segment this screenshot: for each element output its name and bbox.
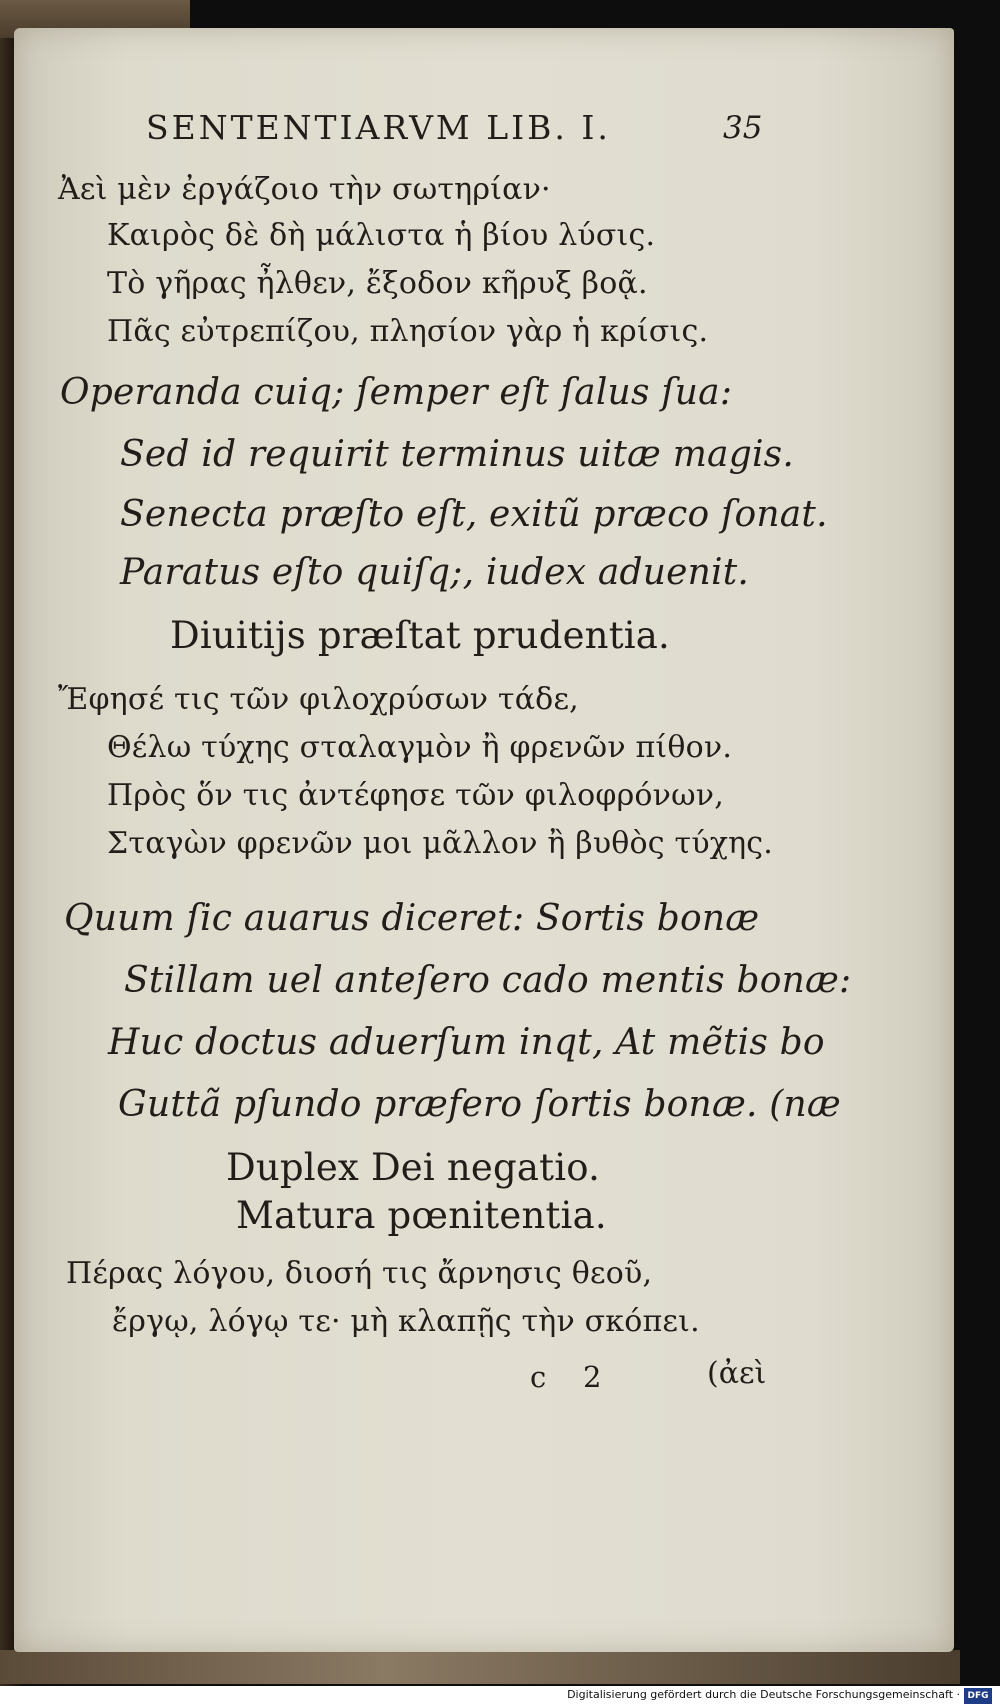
section-heading: Duplex Dei negatio. [226, 1146, 601, 1189]
greek-line: Πρὸς ὅν τις ἀντέφησε τῶν φιλοφρόνων, [107, 778, 724, 813]
latin-line: Huc doctus aduerſum inqt, At mẽtis bo [108, 1022, 825, 1063]
latin-line: Guttã pſundo præfero ſortis bonæ. (næ [118, 1084, 841, 1125]
dfg-logo: DFG [964, 1688, 992, 1704]
section-heading: Diuitijs præſtat prudentia. [170, 614, 671, 657]
greek-line: Ἔφησέ τις τῶν φιλοχρύσων τάδε, [58, 682, 579, 717]
signature-mark: c [530, 1360, 547, 1394]
page-number: 35 [723, 110, 763, 146]
greek-line: ἔργῳ, λόγῳ τε· μὴ κλαπῇς τὴν σκόπει. [112, 1304, 700, 1339]
greek-line: Θέλω τύχης σταλαγμὸν ἢ φρενῶν πίθον. [107, 730, 733, 765]
latin-line: Stillam uel anteſero cado mentis bonæ: [124, 960, 852, 1001]
greek-line: Καιρὸς δὲ δὴ μάλιστα ἡ βίου λύσις. [107, 218, 656, 253]
greek-line: Ἀεὶ μὲν ἐργάζοιο τὴν σωτηρίαν· [58, 172, 551, 207]
latin-line: Operanda cuiq; ſemper eſt ſalus ſua: [60, 372, 733, 413]
greek-line: Σταγὼν φρενῶν μοι μᾶλλον ἢ βυθὸς τύχης. [107, 826, 774, 861]
latin-line: Sed id requirit terminus uitæ magis. [120, 434, 794, 475]
greek-line: Πᾶς εὐτρεπίζου, πλησίον γὰρ ἡ κρίσις. [107, 314, 709, 349]
greek-line: Τὸ γῆρας ἦλθεν, ἔξοδον κῆρυξ βοᾷ. [107, 266, 648, 301]
greek-line: Πέρας λόγου, διοσή τις ἄρνησις θεοῦ, [66, 1256, 653, 1291]
latin-line: Senecta præſto eſt, exitũ præco ſonat. [120, 494, 828, 535]
running-head: SENTENTIARVM LIB. I. [146, 108, 611, 147]
catchword: (ἀεὶ [707, 1356, 767, 1391]
latin-line: Quum ſic auarus diceret: Sortis bonæ [64, 898, 760, 939]
digitization-credit: Digitalisierung gefördert durch die Deutsche Forschungsgemeinschaft · [567, 1688, 960, 1701]
signature-number: 2 [583, 1360, 602, 1394]
book-bottom-edge [0, 1650, 960, 1684]
latin-line: Paratus eſto quiſq;, iudex aduenit. [120, 552, 750, 593]
section-heading: Matura pœnitentia. [236, 1194, 607, 1237]
